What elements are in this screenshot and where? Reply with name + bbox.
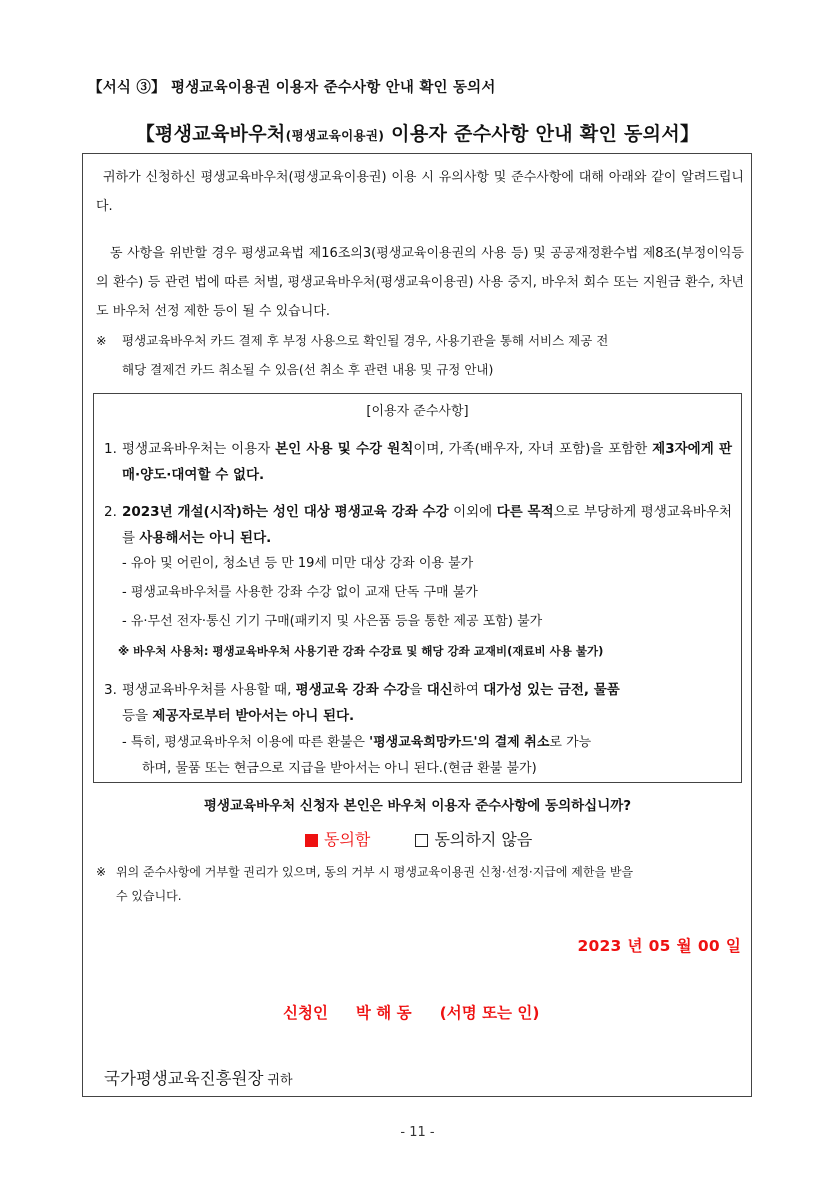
rule-item <box>104 677 732 729</box>
title-small: (평생교육이용권) <box>285 128 385 143</box>
note-mark: ※ <box>96 865 107 879</box>
rule-sub-item: - 유아 및 어린이, 청소년 등 만 19세 미만 대상 강좌 이용 불가 <box>122 556 474 571</box>
disagree-label: 동의하지 않음 <box>434 830 533 849</box>
rule-emphasis: 대신 <box>426 682 453 698</box>
refund-emphasis: '평생교육희망카드'의 결제 취소 <box>369 735 550 750</box>
note-mark: ※ <box>96 333 107 348</box>
form-label: 【서식 ③】 평생교육이용권 이용자 준수사항 안내 확인 동의서 <box>88 79 496 96</box>
rule-emphasis: 대가성 있는 금전, 물품 <box>483 682 620 698</box>
agree-option[interactable] <box>305 828 370 852</box>
applicant-signature <box>283 1001 567 1023</box>
refusal-right-note <box>96 860 746 908</box>
refund-text: - 특히, 평생교육바우처 이용에 따른 환불은 <box>122 735 370 750</box>
intro-paragraph: 귀하가 신청하신 평생교육바우처(평생교육이용권) 이용 시 유의사항 및 준수사항에 대해 아래와 같이 알려드립니다. <box>96 170 744 214</box>
note-line: 해당 결제건 카드 취소될 수 있음(선 취소 후 관련 내용 및 규정 안내) <box>122 362 494 377</box>
note-line: 평생교육바우처 카드 결제 후 부정 사용으로 확인될 경우, 사용기관을 통해 서비스 제공 전 <box>122 333 609 348</box>
rules-title: [이용자 준수사항] <box>366 404 469 419</box>
rule-text: 하여 <box>452 682 484 698</box>
refund-sub-item <box>122 730 734 782</box>
addressee <box>104 1065 293 1089</box>
violation-paragraph: 동 사항을 위반할 경우 평생교육법 제16조의3(평생교육이용권의 사용 등) 및 공공재정환수법 제8조(부정이익등의 환수) 등 관련 법에 따른 처벌, 평생교육바우처(평생교육이용권) 사용 중지, 바우처 회수 또는 지원금 환수, 차년도 바우처 선정 제한 등이 될 수 있습니다. <box>96 246 744 319</box>
rule-text: 등을 <box>122 708 153 724</box>
consent-choices <box>305 828 572 854</box>
title-close: 이용자 준수사항 안내 확인 동의서】 <box>384 123 700 145</box>
disagree-option[interactable] <box>415 828 532 852</box>
rule-text: 을 <box>409 682 427 698</box>
signature-placeholder: (서명 또는 인) <box>439 1004 540 1022</box>
usage-note: ※ 바우처 사용처: 평생교육바우처 사용기관 강좌 수강료 및 해당 강좌 교재비(재료비 사용 불가) <box>118 644 604 658</box>
rule-emphasis: 2023년 개설(시작)하는 성인 대상 평생교육 강좌 수강 <box>122 504 449 520</box>
page-number: - 11 - <box>400 1125 435 1140</box>
date-year-unit: 년 <box>627 937 643 955</box>
empty-checkbox-icon[interactable] <box>415 834 428 847</box>
rule-emphasis: 본인 사용 및 수강 원칙 <box>275 441 414 457</box>
addressee-name: 국가평생교육진흥원장 <box>104 1069 264 1088</box>
date-month-unit: 월 <box>676 937 692 955</box>
signature-date <box>572 934 741 956</box>
rule-number: 2. <box>104 504 117 520</box>
note-line: 위의 준수사항에 거부할 권리가 있으며, 동의 거부 시 평생교육이용권 신청·선정·지급에 제한을 받을 <box>116 865 634 879</box>
rule-emphasis: 제3자에게 판매·양도·대여할 수 없다. <box>122 441 732 483</box>
date-month: 05 <box>648 937 671 955</box>
date-year: 2023 <box>577 937 622 955</box>
document-title <box>0 119 835 146</box>
rule-text: 이외에 <box>448 504 497 520</box>
applicant-label: 신청인 <box>283 1004 328 1022</box>
consent-question: 평생교육바우처 신청자 본인은 바우처 이용자 준수사항에 동의하십니까? <box>203 798 632 814</box>
rule-text: 평생교육바우처를 사용할 때, <box>122 682 296 698</box>
rule-emphasis: 다른 목적 <box>496 504 554 520</box>
rule-emphasis: 사용해서는 아니 된다. <box>139 530 272 546</box>
refund-text: 하며, 물품 또는 현금으로 지급을 받아서는 아니 된다.(현금 환불 불가) <box>142 761 537 776</box>
rule-number: 1. <box>104 441 117 457</box>
card-cancel-note <box>96 326 744 384</box>
refund-text: 로 가능 <box>549 735 592 750</box>
applicant-name: 박 해 동 <box>355 1004 412 1022</box>
rule-text: 평생교육바우처는 이용자 <box>122 441 276 457</box>
note-line: 수 있습니다. <box>116 889 182 903</box>
date-day: 00 <box>697 937 720 955</box>
title-open: 【평생교육바우처 <box>135 123 286 145</box>
addressee-suffix: 귀하 <box>267 1073 293 1088</box>
rule-text: 으로 부당하게 평생교육바우처를 <box>122 504 732 546</box>
rule-sub-item: - 평생교육바우처를 사용한 강좌 수강 없이 교재 단독 구매 불가 <box>122 585 478 600</box>
rule-item <box>104 499 732 551</box>
rule-sub-item: - 유·무선 전자·통신 기기 구매(패키지 및 사은품 등을 통한 제공 포함) 불가 <box>122 614 543 629</box>
rule-item <box>104 436 732 488</box>
rule-number: 3. <box>104 682 117 698</box>
checked-checkbox-icon[interactable] <box>305 834 318 847</box>
rule-emphasis: 평생교육 강좌 수강 <box>295 682 410 698</box>
date-day-unit: 일 <box>725 937 741 955</box>
agree-label: 동의함 <box>324 830 371 849</box>
rule-text: 이며, 가족(배우자, 자녀 포함)을 포함한 <box>413 441 653 457</box>
rule-emphasis: 제공자로부터 받아서는 아니 된다. <box>152 708 355 724</box>
